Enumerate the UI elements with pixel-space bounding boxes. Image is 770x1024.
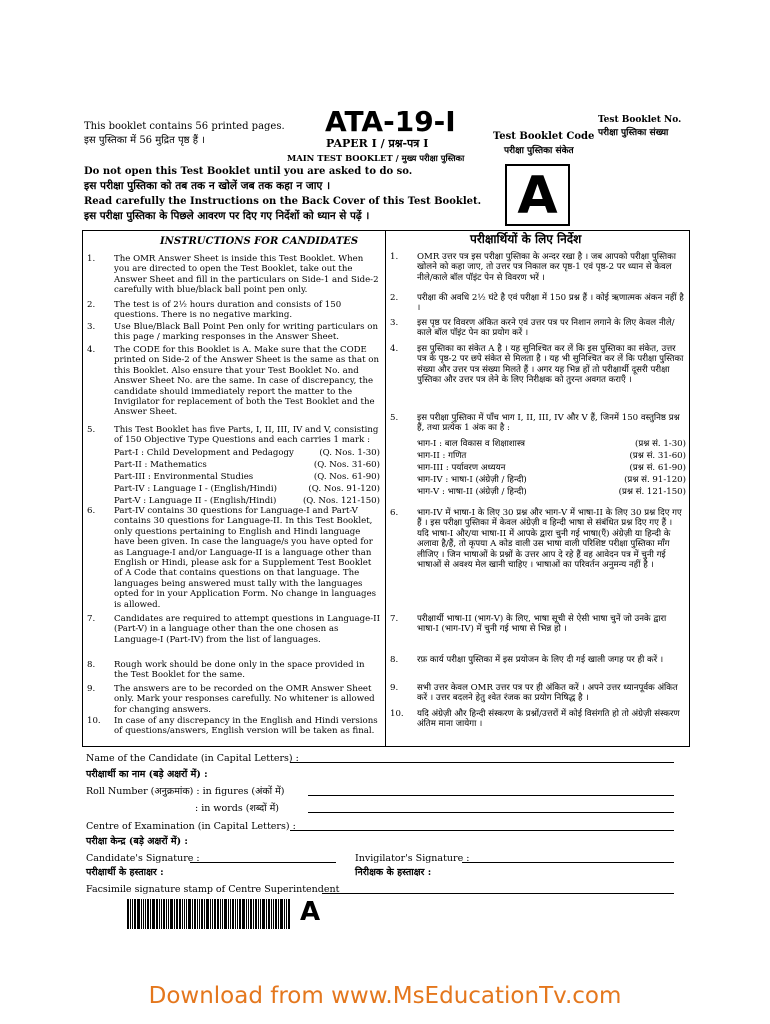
invigilator-signature-label-hi: निरीक्षक के हस्ताक्षर : (355, 867, 432, 878)
barcode-bar (161, 899, 162, 929)
instruction-number: 5. (390, 413, 399, 423)
instruction-item (390, 344, 686, 410)
invigilator-signature-field[interactable] (462, 862, 674, 863)
barcode-bar (182, 899, 183, 929)
candidate-name-label: Name of the Candidate (in Capital Letters) : (86, 753, 299, 764)
instruction-number: 7. (87, 614, 96, 624)
paper-label: PAPER I / प्रश्न-पत्र I (326, 137, 429, 150)
instruction-item (87, 684, 380, 714)
barcode-bar (147, 899, 149, 929)
part-questions: (प्रश्न सं. 1-30) (635, 439, 686, 449)
instruction-text: This Test Booklet has five Parts, I, II, III, IV and V, consisting of 150 Objective Type Questions and each carries 1 mark : (114, 425, 379, 446)
instruction-number: 8. (390, 655, 399, 665)
barcode-bar (206, 899, 209, 929)
part-questions: (Q. Nos. 91-120) (308, 484, 380, 494)
part-name: भाग-V : भाषा-II (अंग्रेज़ी / हिन्दी) (417, 487, 527, 497)
instruction-item (87, 300, 380, 320)
instruction-item (87, 425, 380, 447)
instruction-text: भाग-IV में भाषा-I के लिए 30 प्रश्न और भाग-V में भाषा-II के लिए 30 प्रश्न दिए गए हैं । इस परीक्षा पुस्तिका में केवल अंग्रेज़ी व हिन्दी भाषा से संबंधित प्रश्न दिए गए हैं । यदि भाषा-I और/या भाषा-II में आपके द्वारा चुनी गई भाषा(एँ) अंग्रेज़ी या हिन्दी के अलावा है/हैं, तो कृपया A कोड वाली उस भाषा वाली परिशिष्ट परीक्षा पुस्तिका माँग लीजिए । जिन भाषाओं के प्रश्नों के उत्तर आप दे रहे हैं वह आवेदन पत्र में चुनी गई भाषाओं से अवश्य मेल खानी चाहिए । भाषाओं का परिवर्तन अनुमन्य नहीं है । (417, 508, 682, 571)
instruction-text: इस पुस्तिका का संकेत A है । यह सुनिश्चित कर लें कि इस पुस्तिका का संकेत, उत्तर पत्र के पृष्ठ-2 पर छपे संकेत से मिलता है । यह भी सुनिश्चित कर लें कि परीक्षा पुस्तिका संख्या और उत्तर पत्र संख्या मिलते हैं । अगर यह भिन्न हों तो परीक्षार्थी दूसरी परीक्षा पुस्तिका और उत्तर पत्र लेने के लिए निरीक्षक को तुरन्त अवगत कराएँ । (417, 344, 684, 386)
barcode-bar (194, 899, 196, 929)
download-footer-link[interactable]: Download from www.MsEducationTv.com (148, 983, 622, 1009)
instruction-item (390, 655, 686, 681)
instruction-text: OMR उत्तर पत्र इस परीक्षा पुस्तिका के अन्दर रखा है । जब आपको परीक्षा पुस्तिका खोलने को कहा जाए, तो उत्तर पत्र निकाल कर पृष्ठ-1 एवं पृष्ठ-2 पर ध्यान से केवल नीले/काले बॉल पॉइंट पेन से विवरण भरें । (417, 252, 677, 283)
barcode-bar (266, 899, 267, 929)
booklet-code-box: A (505, 164, 570, 226)
instruction-number: 1. (87, 254, 96, 264)
barcode-bar (201, 899, 203, 929)
stamp-label: Facsimile signature stamp of Centre Superintendent (86, 884, 340, 895)
part-row (114, 496, 380, 508)
barcode-bar (286, 899, 287, 929)
instruction-text: In case of any discrepancy in the English and Hindi versions of questions/answers, English version will be taken as final. (114, 716, 378, 737)
barcode-bar (288, 899, 290, 929)
roll-words-field[interactable] (308, 812, 674, 813)
instruction-item (390, 413, 686, 437)
barcode-code-letter: A (300, 897, 321, 927)
booklet-code-label-hi: परीक्षा पुस्तिका संकेत (504, 146, 574, 156)
barcode-bar (210, 899, 211, 929)
part-row (114, 460, 380, 472)
part-row (417, 439, 686, 451)
barcode-bar (134, 899, 136, 929)
barcode-bar (141, 899, 142, 929)
part-row (417, 487, 686, 499)
instruction-text: इस पृष्ठ पर विवरण अंकित करने एवं उत्तर पत्र पर निशान लगाने के लिए केवल नीले/काले बॉल पॉइंट पेन का प्रयोग करें । (417, 318, 675, 339)
barcode-bar (271, 899, 272, 929)
barcode-bar (235, 899, 236, 929)
barcode-bar (284, 899, 285, 929)
barcode-bar (228, 899, 229, 929)
barcode-bar (179, 899, 181, 929)
part-row (417, 475, 686, 487)
instruction-number: 4. (87, 345, 96, 355)
instruction-item (87, 614, 380, 658)
barcode-bar (192, 899, 193, 929)
barcode-bar (242, 899, 245, 929)
instruction-item (87, 660, 380, 682)
barcode-bar (222, 899, 223, 929)
instruction-text: सभी उत्तर केवल OMR उत्तर पत्र पर ही अंकित करें । अपने उत्तर ध्यानपूर्वक अंकित करें । उत्तर बदलने हेतु श्वेत रंजक का प्रयोग निषिद्ध है । (417, 683, 678, 704)
barcode-bar (168, 899, 169, 929)
instruction-text: रफ़ कार्य परीक्षा पुस्तिका में इस प्रयोजन के लिए दी गई खाली जगह पर ही करें । (417, 655, 664, 665)
instruction-text: परीक्षार्थी भाषा-II (भाग-V) के लिए, भाषा सूची से ऐसी भाषा चुनें जो उनके द्वारा भाषा-I (भाग-IV) में चुनी गई भाषा से भिन्न हो । (417, 614, 667, 635)
instruction-text: The OMR Answer Sheet is inside this Test Booklet. When you are directed to open the Test Booklet, take out the Answer Sheet and fill in the particulars on Side-1 and Side-2 carefully with blue/black ball point pen only. (114, 254, 379, 296)
pages-count-en: This booklet contains 56 printed pages. (84, 121, 285, 132)
part-name: भाग-I : बाल विकास व शिक्षाशास्त्र (417, 439, 525, 449)
part-questions: (प्रश्न सं. 61-90) (629, 463, 686, 473)
candidate-signature-label-hi: परीक्षार्थी के हस्ताक्षर : (86, 867, 164, 878)
part-questions: (प्रश्न सं. 91-120) (624, 475, 686, 485)
instruction-item (87, 716, 380, 744)
instruction-item (390, 709, 686, 739)
instruction-item (390, 508, 686, 612)
instruction-text: Use Blue/Black Ball Point Pen only for writing particulars on this page / marking responses in the Answer Sheet. (114, 322, 379, 343)
part-questions: (Q. Nos. 121-150) (302, 496, 380, 506)
barcode-bar (170, 899, 173, 929)
pages-count-hi: इस पुस्तिका में 56 मुद्रित पृष्ठ हैं । (84, 135, 206, 146)
notice-read-en: Read carefully the Instructions on the Back Cover of this Test Booklet. (84, 196, 482, 207)
instruction-text: Candidates are required to attempt questions in Language-II (Part-V) in a language other than the one chosen as Language-I (Part-IV) from the list of languages. (114, 614, 380, 645)
barcode-bar (248, 899, 249, 929)
barcode (127, 899, 291, 929)
barcode-bar (273, 899, 274, 929)
part-name: Part-III : Environmental Studies (114, 472, 254, 482)
barcode-bar (188, 899, 191, 929)
barcode-bar (197, 899, 198, 929)
column-divider (385, 230, 386, 747)
part-questions: (Q. Nos. 1-30) (319, 448, 380, 458)
instruction-item (390, 318, 686, 342)
instruction-text: The CODE for this Booklet is A. Make sure that the CODE printed on Side-2 of the Answer Sheet is the same as that on this Booklet. Also ensure that your Test Booklet No. and Answer Sheet No. are the same. In case of discrepancy, the candidate should immediately report the matter to the Invigilator for replacement of both the Test Booklet and the Answer Sheet. (114, 345, 380, 418)
part-row (114, 448, 380, 460)
barcode-bar (132, 899, 133, 929)
part-questions: (प्रश्न सं. 31-60) (629, 451, 686, 461)
barcode-bar (212, 899, 213, 929)
part-name: भाग-IV : भाषा-I (अंग्रेज़ी / हिन्दी) (417, 475, 527, 485)
instruction-item (87, 322, 380, 344)
stamp-field[interactable] (322, 893, 674, 894)
barcode-bar (278, 899, 279, 929)
part-name: Part-II : Mathematics (114, 460, 207, 470)
instruction-text: इस परीक्षा पुस्तिका में पाँच भाग I, II, III, IV और V हैं, जिनमें 150 वस्तुनिष्ठ प्रश्न हैं, तथा प्रत्येक 1 अंक का है : (417, 413, 680, 434)
instruction-item (87, 254, 380, 298)
barcode-bar (246, 899, 247, 929)
instruction-text: The test is of 2½ hours duration and consists of 150 questions. There is no negative marking. (114, 300, 342, 321)
instruction-item (390, 614, 686, 654)
part-row (114, 472, 380, 484)
barcode-bar (217, 899, 219, 929)
barcode-bar (184, 899, 185, 929)
barcode-bar (186, 899, 187, 929)
barcode-bar (220, 899, 221, 929)
barcode-bar (127, 899, 129, 929)
instruction-number: 2. (390, 293, 399, 303)
barcode-bar (224, 899, 227, 929)
barcode-bar (137, 899, 140, 929)
instruction-text: Rough work should be done only in the space provided in the Test Booklet for the same. (114, 660, 365, 681)
instruction-number: 9. (390, 683, 399, 693)
barcode-bar (176, 899, 178, 929)
barcode-bar (145, 899, 146, 929)
instruction-number: 10. (390, 709, 404, 719)
instruction-text: Part-IV contains 30 questions for Language-I and Part-V contains 30 questions for Language-II. In this Test Booklet, only questions pertaining to English and Hindi language have been given. In case the language/s you have opted for as Language-I and/or Language-II is a language other than English or Hindi, please ask for a Supplement Test Booklet of A Code that contains questions on that language. The languages being answered must tally with the languages opted for in your Application Form. No change in languages is allowed. (114, 506, 377, 610)
instruction-number: 3. (87, 322, 96, 332)
roll-words-label: : in words (शब्दों में) (195, 803, 280, 814)
roll-figures-label: Roll Number (अनुक्रमांक) : in figures (अंकों में) (86, 786, 285, 797)
notice-open-hi: इस परीक्षा पुस्तिका को तब तक न खोलें जब तक कहा न जाए । (84, 180, 331, 192)
instruction-number: 1. (390, 252, 399, 262)
barcode-bar (260, 899, 261, 929)
main-booklet-label: MAIN TEST BOOKLET / मुख्य परीक्षा पुस्तिका (287, 153, 465, 163)
booklet-code-label: Test Booklet Code (493, 131, 595, 142)
instruction-number: 6. (390, 508, 399, 518)
instruction-number: 9. (87, 684, 96, 694)
instruction-number: 8. (87, 660, 96, 670)
instruction-number: 3. (390, 318, 399, 328)
instructions-title-hi: परीक्षार्थियों के लिए निर्देश (470, 232, 582, 246)
instruction-number: 7. (390, 614, 399, 624)
barcode-bar (230, 899, 231, 929)
barcode-bar (156, 899, 158, 929)
part-row (114, 484, 380, 496)
instruction-item (390, 252, 686, 292)
booklet-no-label-hi: परीक्षा पुस्तिका संख्या (598, 128, 669, 138)
centre-label: Centre of Examination (in Capital Letters) : (86, 821, 296, 832)
candidate-signature-field[interactable] (190, 862, 336, 863)
barcode-bar (143, 899, 144, 929)
barcode-bar (280, 899, 283, 929)
candidate-name-label-hi: परीक्षार्थी का नाम (बड़े अक्षरों में) : (86, 769, 208, 780)
instruction-number: 5. (87, 425, 96, 435)
barcode-bar (166, 899, 167, 929)
instruction-text: The answers are to be recorded on the OMR Answer Sheet only. Mark your responses carefully. No whitener is allowed for changing answers. (114, 684, 375, 715)
part-questions: (Q. Nos. 61-90) (313, 472, 380, 482)
barcode-bar (237, 899, 238, 929)
part-name: Part-V : Language II - (English/Hindi) (114, 496, 277, 506)
instruction-number: 10. (87, 716, 101, 726)
instruction-item (390, 293, 686, 317)
invigilator-signature-label: Invigilator's Signature : (355, 853, 470, 864)
instruction-item (87, 506, 380, 612)
booklet-no-label: Test Booklet No. (598, 115, 682, 125)
candidate-name-field[interactable] (290, 762, 674, 763)
part-name: Part-I : Child Development and Pedagogy (114, 448, 294, 458)
notice-open-en: Do not open this Test Booklet until you are asked to do so. (84, 166, 413, 177)
instruction-text: परीक्षा की अवधि 2½ घंटे है एवं परीक्षा में 150 प्रश्न हैं । कोई ऋणात्मक अंकन नहीं है । (417, 293, 684, 314)
notice-read-hi: इस परीक्षा पुस्तिका के पिछले आवरण पर दिए गए निर्देशों को ध्यान से पढ़ें । (84, 210, 370, 222)
part-name: Part-IV : Language I - (English/Hindi) (114, 484, 277, 494)
instruction-number: 4. (390, 344, 399, 354)
barcode-bar (204, 899, 205, 929)
instruction-text: यदि अंग्रेज़ी और हिन्दी संस्करण के प्रश्नों/उत्तरों में कोई विसंगति हो तो अंग्रेज़ी संस्करण अंतिम माना जायेगा । (417, 709, 680, 730)
barcode-bar (253, 899, 254, 929)
barcode-bar (159, 899, 160, 929)
instruction-number: 6. (87, 506, 96, 516)
part-row (417, 451, 686, 463)
part-questions: (Q. Nos. 31-60) (313, 460, 380, 470)
barcode-bar (150, 899, 151, 929)
instructions-title-en: INSTRUCTIONS FOR CANDIDATES (160, 236, 359, 247)
barcode-bar (152, 899, 155, 929)
barcode-bar (255, 899, 257, 929)
barcode-bar (214, 899, 216, 929)
barcode-bar (199, 899, 200, 929)
centre-label-hi: परीक्षा केन्द्र (बड़े अक्षरों में) : (86, 836, 188, 847)
barcode-bar (268, 899, 270, 929)
part-questions: (प्रश्न सं. 121-150) (618, 487, 686, 497)
barcode-bar (250, 899, 252, 929)
instruction-item (390, 683, 686, 707)
barcode-bar (232, 899, 234, 929)
barcode-bar (163, 899, 165, 929)
roll-figures-field[interactable] (308, 795, 674, 796)
candidate-signature-label: Candidate's Signature : (86, 853, 200, 864)
part-row (417, 463, 686, 475)
instruction-number: 2. (87, 300, 96, 310)
barcode-bar (275, 899, 277, 929)
part-name: भाग-II : गणित (417, 451, 467, 461)
barcode-bar (239, 899, 241, 929)
part-name: भाग-III : पर्यावरण अध्ययन (417, 463, 506, 473)
centre-field[interactable] (290, 830, 674, 831)
barcode-bar (258, 899, 259, 929)
booklet-series-title: ATA-19-I (325, 105, 456, 138)
barcode-bar (130, 899, 131, 929)
barcode-bar (174, 899, 175, 929)
instruction-item (87, 345, 380, 423)
barcode-bar (262, 899, 265, 929)
